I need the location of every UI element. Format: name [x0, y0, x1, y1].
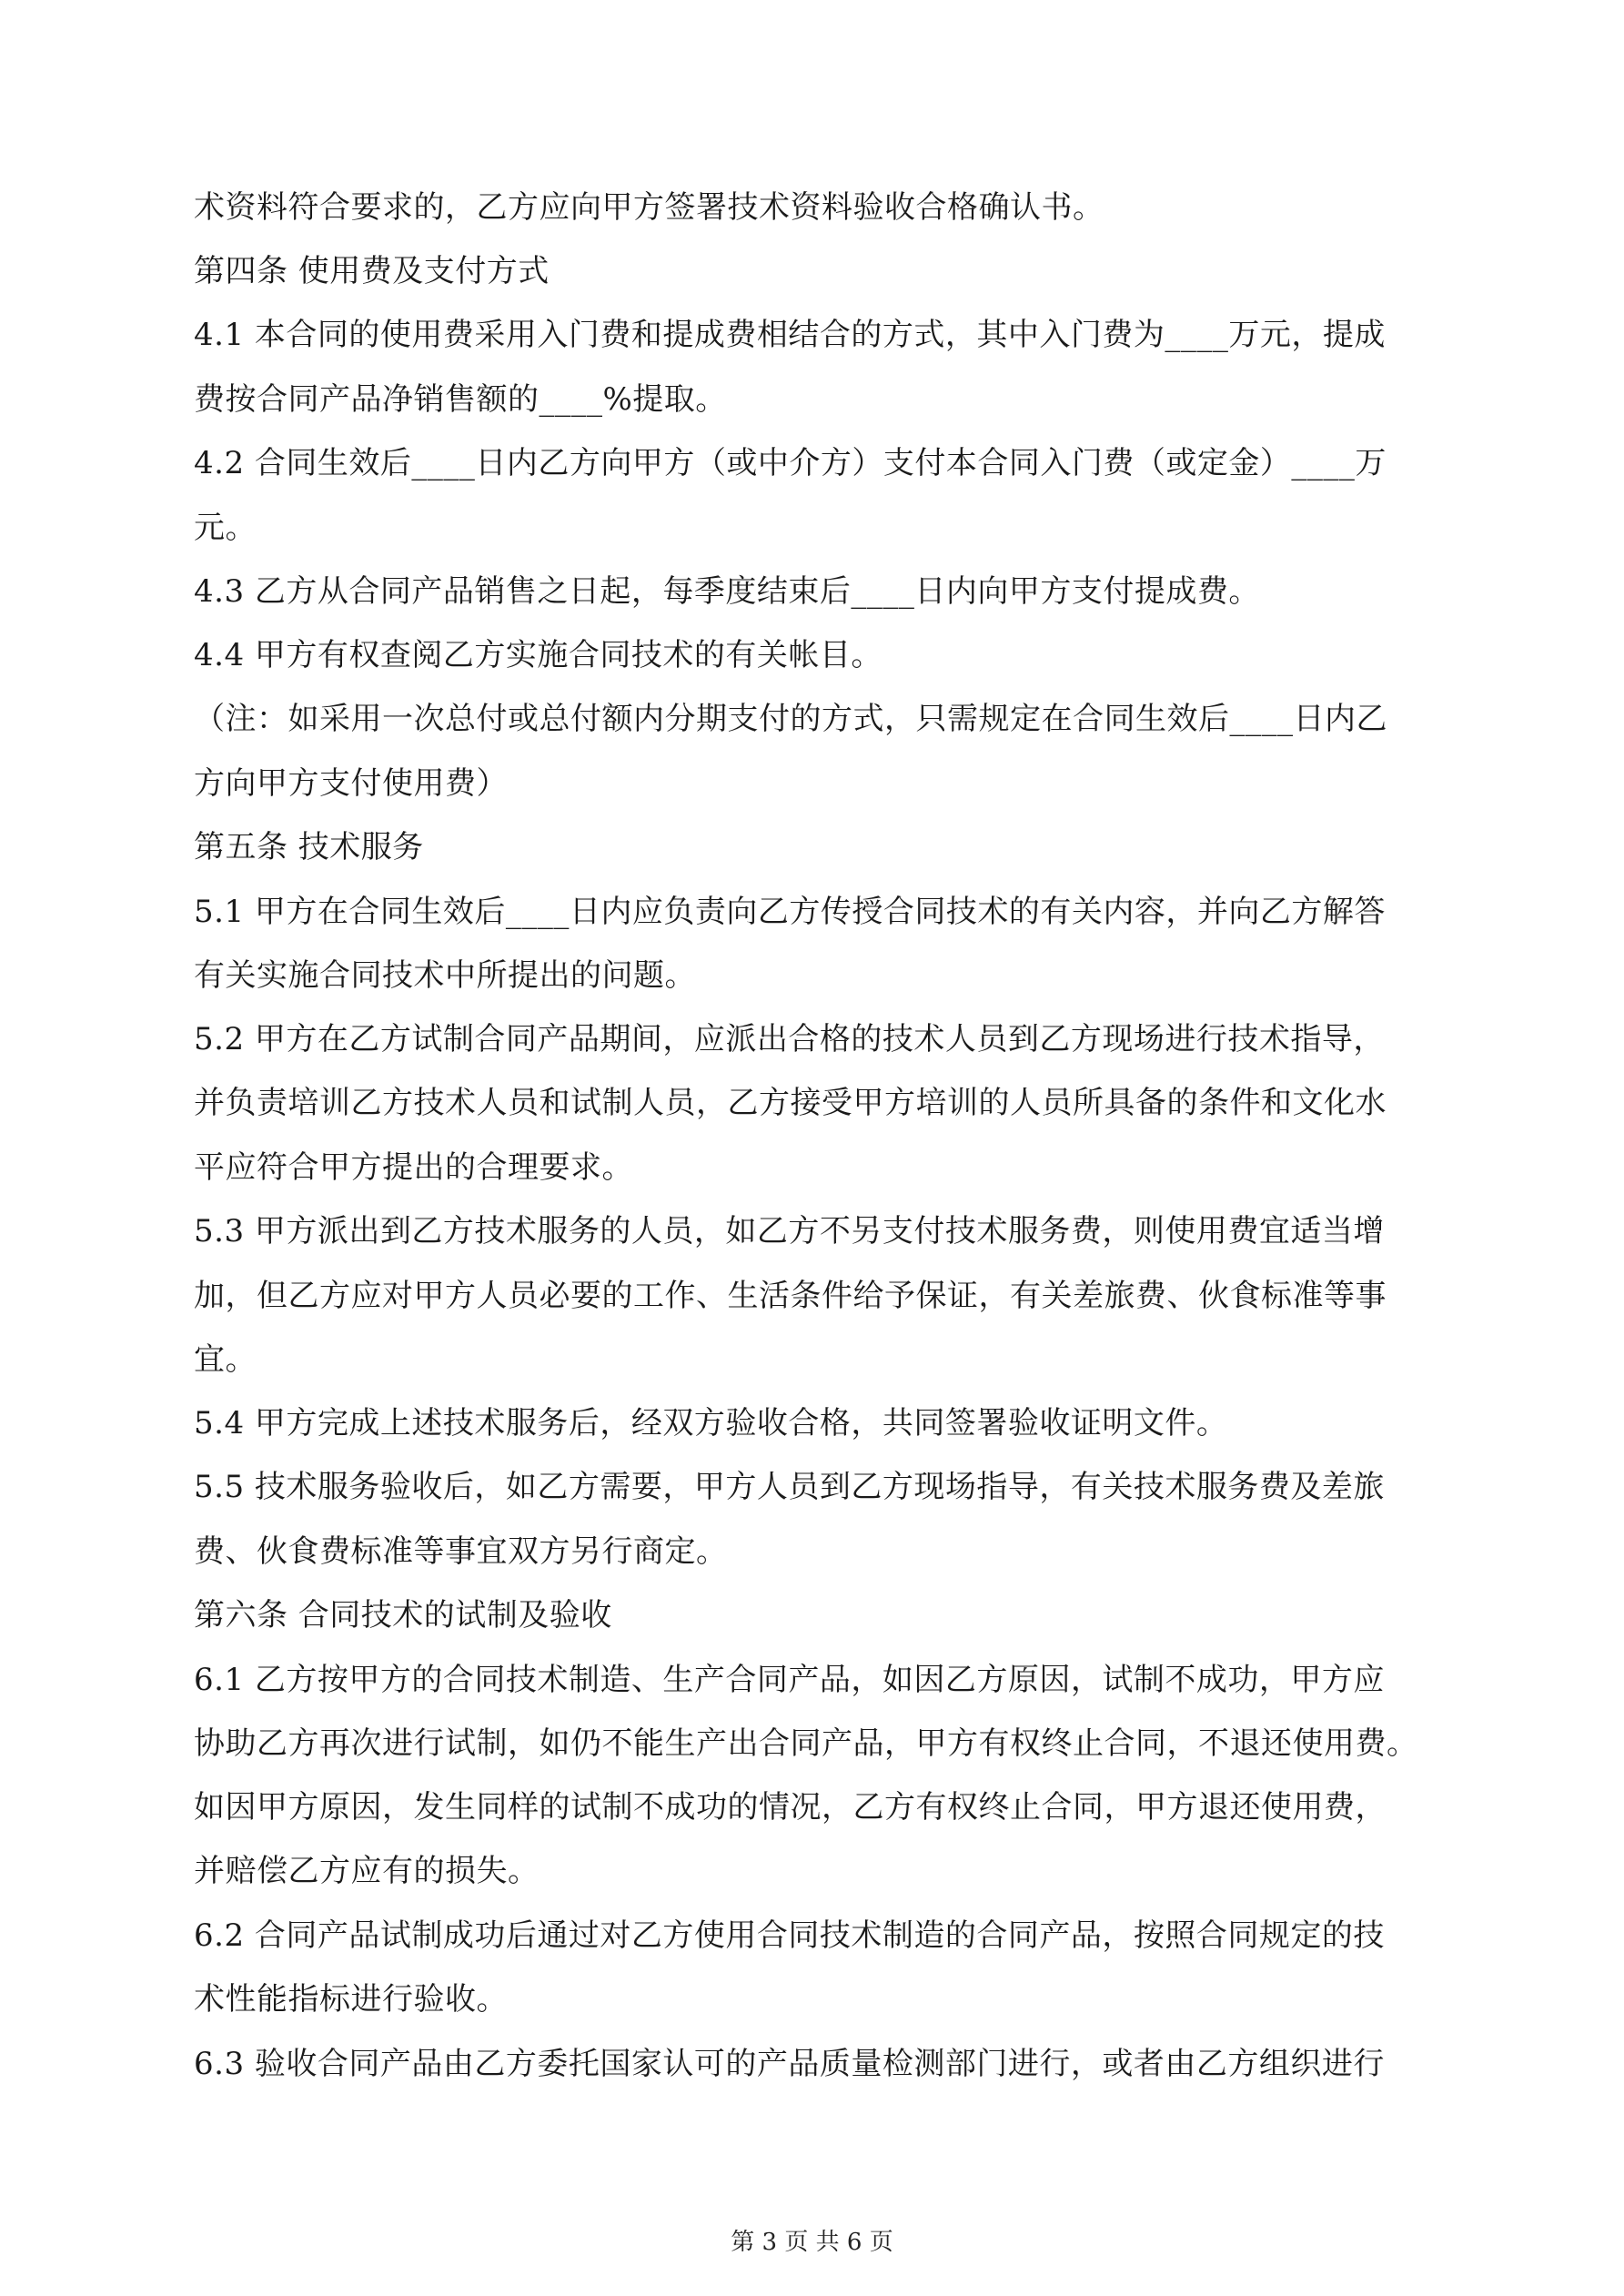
- text-line: 并赔偿乙方应有的损失。: [194, 1853, 540, 1889]
- text-line: 加，但乙方应对甲方人员必要的工作、生活条件给予保证，有关差旅费、伙食标准等事: [194, 1278, 1387, 1314]
- text-line: 6.3 验收合同产品由乙方委托国家认可的产品质量检测部门进行，或者由乙方组织进行: [194, 2046, 1385, 2082]
- text-line: 方向甲方支付使用费）: [194, 765, 508, 802]
- text-line: 6.2 合同产品试制成功后通过对乙方使用合同技术制造的合同产品，按照合同规定的技: [194, 1917, 1385, 1954]
- text-line: 如因甲方原因，发生同样的试制不成功的情况，乙方有权终止合同，甲方退还使用费，: [194, 1789, 1387, 1826]
- text-line: 术资料符合要求的，乙方应向甲方签署技术资料验收合格确认书。: [194, 189, 1105, 226]
- text-line: 5.2 甲方在乙方试制合同产品期间，应派出合格的技术人员到乙方现场进行技术指导，: [194, 1021, 1385, 1057]
- text-line: 5.1 甲方在合同生效后____日内应负责向乙方传授合同技术的有关内容，并向乙方解答: [194, 894, 1386, 930]
- section-heading: 第四条 使用费及支付方式: [194, 253, 550, 289]
- text-line: 术性能指标进行验收。: [194, 1981, 508, 2018]
- text-line: 4.1 本合同的使用费采用入门费和提成费相结合的方式，其中入门费为____万元，提成: [194, 317, 1386, 353]
- text-line: 并负责培训乙方技术人员和试制人员，乙方接受甲方培训的人员所具备的条件和文化水: [194, 1085, 1387, 1121]
- text-line: 费按合同产品净销售额的____%提取。: [194, 381, 727, 418]
- text-line: 平应符合甲方提出的合理要求。: [194, 1149, 633, 1186]
- section-heading: 第五条 技术服务: [194, 829, 424, 865]
- text-line: 5.5 技术服务验收后，如乙方需要，甲方人员到乙方现场指导，有关技术服务费及差旅: [194, 1469, 1385, 1505]
- text-line: 有关实施合同技术中所提出的问题。: [194, 957, 696, 994]
- page-number-footer: 第 3 页 共 6 页: [731, 2229, 893, 2256]
- text-line: 协助乙方再次进行试制，如仍不能生产出合同产品，甲方有权终止合同，不退还使用费。: [194, 1725, 1418, 1762]
- text-line: 费、伙食费标准等事宜双方另行商定。: [194, 1533, 728, 1570]
- text-line: 5.3 甲方派出到乙方技术服务的人员，如乙方不另支付技术服务费，则使用费宜适当增: [194, 1213, 1385, 1249]
- section-heading: 第六条 合同技术的试制及验收: [194, 1597, 612, 1633]
- text-line: 4.4 甲方有权查阅乙方实施合同技术的有关帐目。: [194, 637, 883, 673]
- text-line: 5.4 甲方完成上述技术服务后，经双方验收合格，共同签署验收证明文件。: [194, 1405, 1228, 1441]
- text-line: （注：如采用一次总付或总付额内分期支付的方式，只需规定在合同生效后____日内乙: [194, 701, 1387, 737]
- text-line: 元。: [194, 510, 257, 546]
- text-line: 6.1 乙方按甲方的合同技术制造、生产合同产品，如因乙方原因，试制不成功，甲方应: [194, 1662, 1385, 1698]
- text-line: 宜。: [194, 1341, 257, 1378]
- text-line: 4.3 乙方从合同产品销售之日起，每季度结束后____日内向甲方支付提成费。: [194, 573, 1260, 610]
- text-line: 4.2 合同生效后____日内乙方向甲方（或中介方）支付本合同入门费（或定金）____万: [194, 445, 1387, 481]
